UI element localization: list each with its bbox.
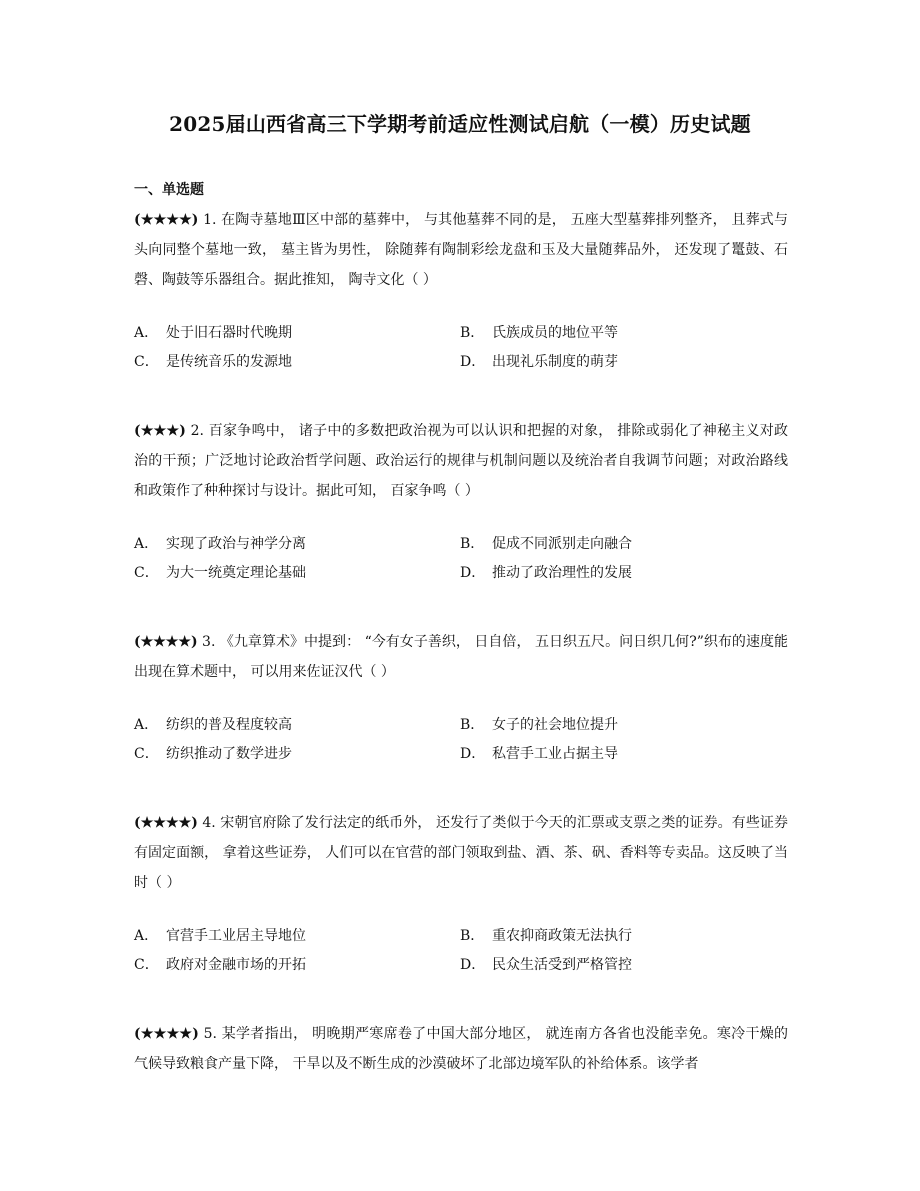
question-text: 5. 某学者指出， 明晚期严寒席卷了中国大部分地区， 就连南方各省也没能幸免。寒冷干燥的气候导致粮食产量下降， 干旱以及不断生成的沙漠破坏了北部边境军队的补给体系。该学者	[134, 1026, 789, 1072]
question-1	[134, 205, 788, 377]
option-d[interactable]: D． 推动了政治理性的发展	[460, 565, 632, 581]
option-a[interactable]: A． 处于旧石器时代晚期	[134, 325, 292, 341]
difficulty-stars: (★★★★)	[134, 634, 198, 650]
question-2	[134, 416, 788, 588]
difficulty-stars: (★★★★)	[134, 815, 198, 831]
option-b[interactable]: B． 促成不同派别走向融合	[460, 536, 632, 552]
option-b[interactable]: B． 女子的社会地位提升	[460, 717, 618, 733]
question-stem	[134, 808, 788, 898]
option-a[interactable]: A． 实现了政治与神学分离	[134, 536, 306, 552]
question-stem	[134, 1019, 788, 1079]
option-c[interactable]: C． 纺织推动了数学进步	[134, 746, 292, 762]
question-5	[134, 1019, 788, 1079]
option-d[interactable]: D． 出现礼乐制度的萌芽	[460, 354, 618, 370]
option-c[interactable]: C． 是传统音乐的发源地	[134, 354, 292, 370]
options	[134, 530, 788, 588]
document-title: 2025届山西省高三下学期考前适应性测试启航（一模）历史试题	[169, 112, 751, 136]
option-c[interactable]: C． 政府对金融市场的开拓	[134, 957, 306, 973]
question-stem	[134, 416, 788, 506]
option-b[interactable]: B． 重农抑商政策无法执行	[460, 928, 632, 944]
difficulty-stars: (★★★★)	[134, 1026, 199, 1042]
option-c[interactable]: C． 为大一统奠定理论基础	[134, 565, 306, 581]
options	[134, 711, 788, 769]
difficulty-stars: (★★★★)	[134, 212, 199, 228]
section-heading: 一、单选题	[134, 182, 204, 198]
question-text: 2. 百家争鸣中， 诸子中的多数把政治视为可以认识和把握的对象， 排除或弱化了神秘主义对政治的干预；广泛地讨论政治哲学问题、政治运行的规律与机制问题以及统治者自我调节问题；对政治路线和政策作了种种探讨与设计。据此可知， 百家争鸣（ ）	[134, 423, 788, 499]
option-d[interactable]: D． 民众生活受到严格管控	[460, 957, 632, 973]
option-a[interactable]: A． 官营手工业居主导地位	[134, 928, 306, 944]
question-stem	[134, 627, 788, 687]
question-3	[134, 627, 788, 769]
options	[134, 922, 788, 980]
difficulty-stars: (★★★)	[134, 423, 186, 439]
question-text: 1. 在陶寺墓地Ⅲ区中部的墓葬中， 与其他墓葬不同的是， 五座大型墓葬排列整齐， 且葬式与头向同整个墓地一致， 墓主皆为男性， 除随葬有陶制彩绘龙盘和玉及大量随葬品外， 还发现了鼍鼓、石磬、陶鼓等乐器组合。据此推知， 陶寺文化（ ）	[134, 212, 788, 288]
question-4	[134, 808, 788, 980]
question-text: 4. 宋朝官府除了发行法定的纸币外， 还发行了类似于今天的汇票或支票之类的证券。有些证券有固定面额， 拿着这些证券， 人们可以在官营的部门领取到盐、酒、茶、矾、香料等专卖品。这反映了当时（ ）	[134, 815, 788, 891]
option-b[interactable]: B． 氏族成员的地位平等	[460, 325, 618, 341]
option-d[interactable]: D． 私营手工业占据主导	[460, 746, 618, 762]
options	[134, 319, 788, 377]
question-text: 3. 《九章算术》中提到： “今有女子善织， 日自倍， 五日织五尺。问日织几何?”织布的速度能出现在算术题中， 可以用来佐证汉代（ ）	[134, 634, 789, 680]
question-stem	[134, 205, 788, 295]
option-a[interactable]: A． 纺织的普及程度较高	[134, 717, 292, 733]
